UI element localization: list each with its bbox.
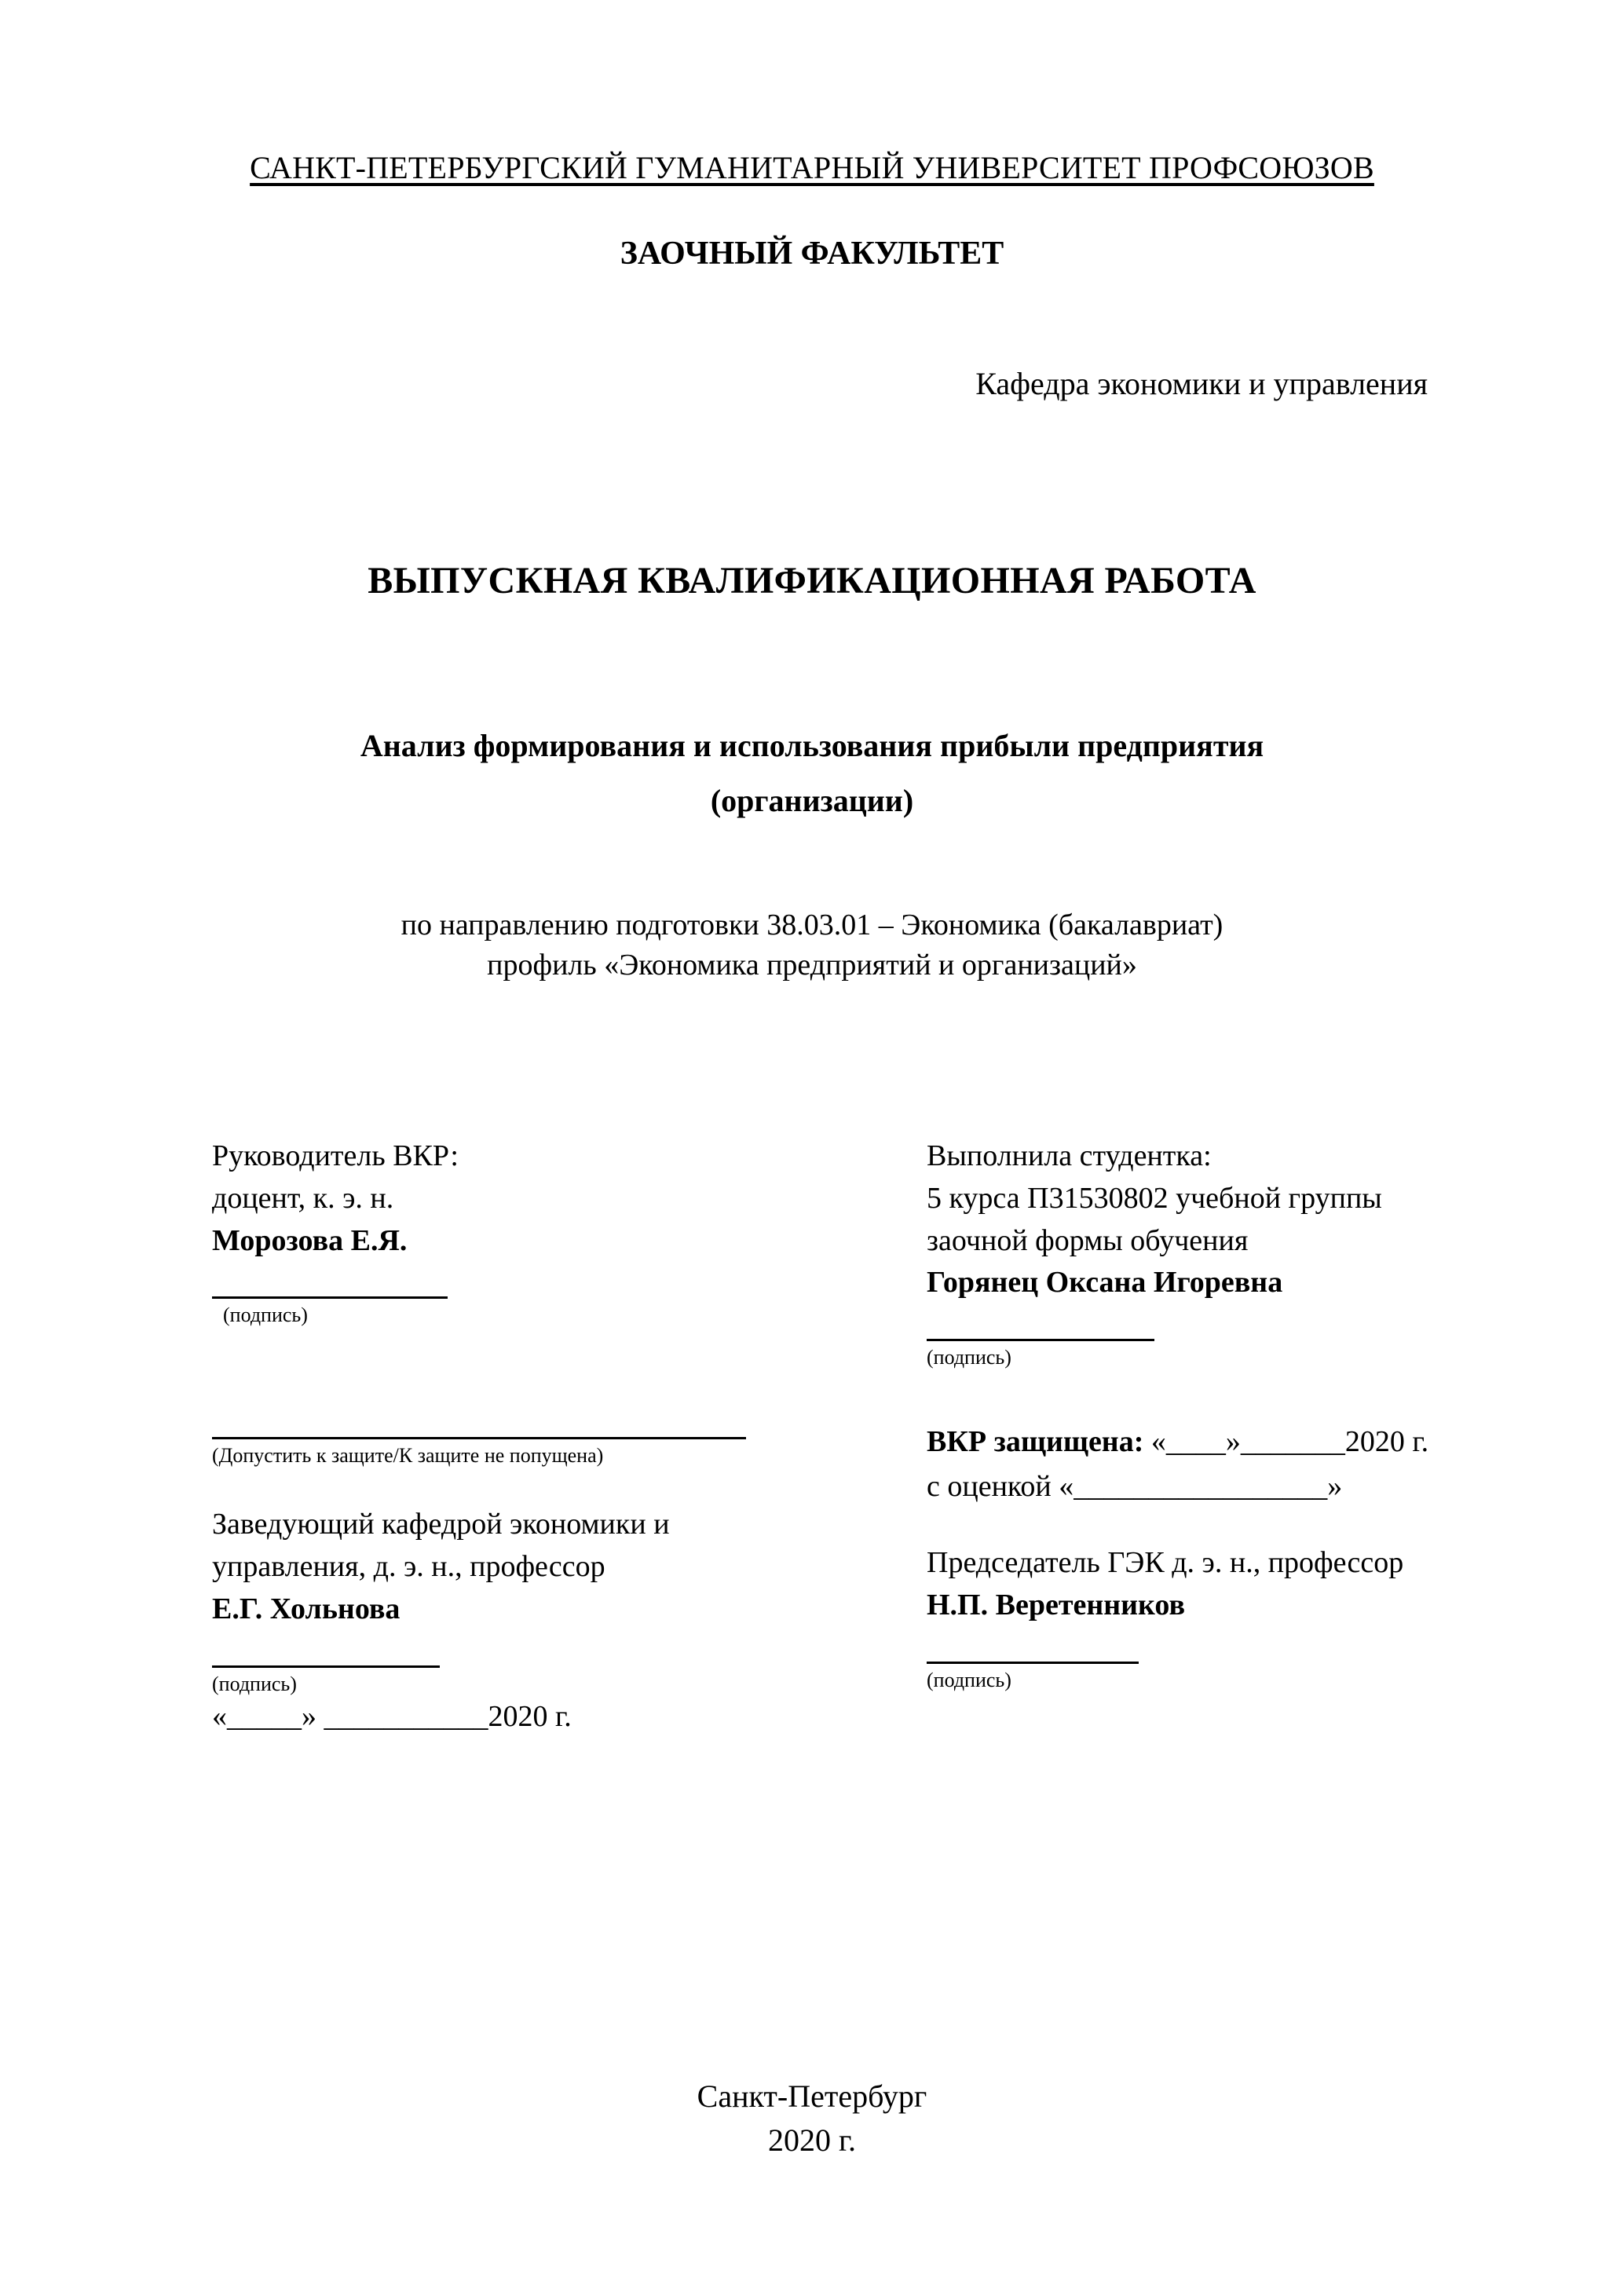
gek-chair-name: Н.П. Веретенников bbox=[927, 1589, 1186, 1622]
supervisor-degree: доцент, к. э. н. bbox=[212, 1181, 394, 1215]
gek-chair-signature-line[interactable] bbox=[927, 1662, 1139, 1664]
year: 2020 г. bbox=[768, 2122, 856, 2158]
student-role-label: Выполнила студентка: bbox=[927, 1139, 1212, 1172]
student-name: Горянец Оксана Игоревна bbox=[927, 1266, 1283, 1300]
spacer-left-2 bbox=[212, 1468, 864, 1504]
head-of-department-signature-line[interactable] bbox=[212, 1665, 440, 1668]
head-of-department-date: «_____» ___________2020 г. bbox=[212, 1700, 572, 1734]
supervisor-name: Морозова Е.Я. bbox=[212, 1223, 408, 1257]
admission-caption: (Допустить к защите/К защите не попущена) bbox=[212, 1444, 604, 1468]
head-of-department-signature-caption: (подпись) bbox=[212, 1673, 297, 1696]
defense-label: ВКР защищена: bbox=[927, 1425, 1144, 1459]
spacer-right-1 bbox=[927, 1369, 1618, 1420]
signatures-block bbox=[141, 1135, 1483, 1921]
study-direction bbox=[141, 905, 1483, 986]
thesis-theme bbox=[141, 718, 1483, 828]
gek-chair-signature-caption: (подпись) bbox=[927, 1669, 1011, 1692]
supervisor-signature-caption: (подпись) bbox=[223, 1303, 308, 1327]
head-of-department-name: Е.Г. Хольнова bbox=[212, 1592, 401, 1626]
gek-chair-line-1: Председатель ГЭК д. э. н., профессор bbox=[927, 1546, 1404, 1580]
defense-grade-line: с оценкой «_________________» bbox=[927, 1470, 1343, 1504]
spacer-right-2 bbox=[927, 1509, 1618, 1542]
faculty-name: ЗАОЧНЫЙ ФАКУЛЬТЕТ bbox=[620, 236, 1004, 272]
student-signature-caption: (подпись) bbox=[927, 1346, 1011, 1369]
thesis-theme-line-1: Анализ формирования и использования прибыли предприятия bbox=[360, 728, 1264, 763]
spacer-left-1 bbox=[212, 1327, 864, 1402]
head-of-department-line-2: управления, д. э. н., профессор bbox=[212, 1550, 605, 1584]
university-name: САНКТ-ПЕТЕРБУРГСКИЙ ГУМАНИТАРНЫЙ УНИВЕРСИТЕТ ПРОФСОЮЗОВ bbox=[250, 150, 1374, 185]
defense-date-line bbox=[927, 1420, 1618, 1464]
signatures-left-column bbox=[212, 1135, 864, 1739]
head-of-department-line-1: Заведующий кафедрой экономики и bbox=[212, 1508, 670, 1541]
student-study-form: заочной формы обучения bbox=[927, 1223, 1249, 1257]
city: Санкт-Петербург bbox=[697, 2078, 927, 2114]
supervisor-role-label: Руководитель ВКР: bbox=[212, 1139, 459, 1172]
document-type: ВЫПУСКНАЯ КВАЛИФИКАЦИОННАЯ РАБОТА bbox=[368, 560, 1256, 601]
thesis-theme-line-2: (организации) bbox=[710, 783, 914, 818]
study-direction-line-1: по направлению подготовки 38.03.01 – Экономика (бакалавриат) bbox=[401, 909, 1223, 941]
defense-date-blank: «____»_______2020 г. bbox=[1150, 1425, 1429, 1459]
signatures-right-column bbox=[927, 1135, 1618, 1693]
department-name: Кафедра экономики и управления bbox=[975, 366, 1428, 401]
page-footer bbox=[0, 2075, 1624, 2163]
student-signature-line[interactable] bbox=[927, 1339, 1154, 1341]
student-course-group: 5 курса П31530802 учебной группы bbox=[927, 1181, 1382, 1215]
supervisor-signature-line[interactable] bbox=[212, 1296, 448, 1299]
admission-signature-line[interactable] bbox=[212, 1437, 746, 1439]
study-direction-line-2: профиль «Экономика предприятий и организаций» bbox=[487, 949, 1137, 982]
